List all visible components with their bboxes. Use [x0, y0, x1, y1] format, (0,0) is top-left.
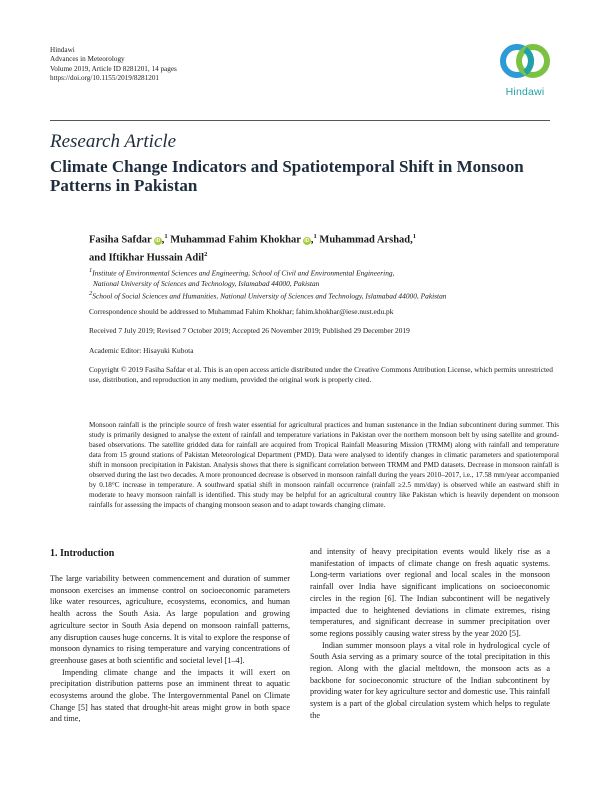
section-heading: 1. Introduction — [50, 548, 115, 559]
author-name: Iftikhar Hussain Adil — [108, 252, 205, 263]
hindawi-logo — [490, 38, 560, 108]
author-and: and — [89, 252, 106, 263]
orcid-icon[interactable]: iD — [155, 237, 161, 244]
paragraph: Impending climate change and the impacts it will exert on precipitation distribution patterns pose an imminent threat to aquatic ecosystems around the globe. The Intergovernmental Panel on Climate Change [5] has stated that drought-hit areas might grow in both space and time, — [50, 667, 290, 724]
author-name: Muhammad Arshad, — [319, 234, 413, 246]
author-name: Fasiha Safdar — [89, 234, 152, 246]
doi-link[interactable]: https://doi.org/10.1155/2019/8281201 — [50, 73, 160, 82]
orcid-icon[interactable]: iD — [304, 237, 310, 244]
affil-marker: 1 — [412, 233, 417, 240]
header-divider — [50, 120, 550, 121]
paragraph: Indian summer monsoon plays a vital role in hydrological cycle of South Asia serving as a primary source of the total precipitation in this region. Along with the glacial meltdown, the monsoon acts as a backbone for socioeconomic structure of the Indian subcontinent by providing water for key agriculture sector and domestic use. This rainfall system is a part of the global circulation system which helps to regulate the — [310, 640, 550, 720]
article-dates: Received 7 July 2019; Revised 7 October 2019; Accepted 26 November 2019; Published 29 December 2019 — [89, 326, 410, 335]
volume-line: Volume 2019, Article ID 8281201, 14 pages — [50, 64, 177, 73]
logo-text: Hindawi — [505, 86, 545, 98]
journal-name: Advances in Meteorology — [50, 55, 125, 64]
publisher-name: Hindawi — [50, 46, 75, 54]
correspondence: Correspondence should be addressed to Muhammad Fahim Khokhar; fahim.khokhar@iese.nust.edu.pk — [89, 307, 394, 316]
affil-marker: 1 — [313, 233, 317, 240]
affiliation-2: $^2$School of Social Sciences and Humanities, National University of Sciences and Technology, Islamabad 44000, Pakistan — [89, 290, 447, 301]
affil-marker: 1 — [164, 233, 168, 240]
body-column-left — [50, 573, 290, 725]
affiliation-1: $^1$Institute of Environmental Sciences and Engineering, School of Civil and Environmental Engineering, National University of Sciences and Technology, Islamabad 44000, Pakistan — [89, 267, 395, 288]
academic-editor: Academic Editor: Hisayuki Kubota — [89, 346, 194, 355]
hindawi-rings-icon — [498, 38, 552, 84]
affil-marker: 2 — [204, 250, 208, 258]
abstract: Monsoon rainfall is the principle source of fresh water essential for agricultural practices and human sustenance in the Indian subcontinent during summer. This study is primarily designed to analyse the extent of rainfall and temperature variations in Pakistan over the northern monsoon belt by using satellite and ground-based observations. The satellite gridded data for rainfall are acquired from Tropical Rainfall Measuring Mission (TRMM) along with rainfall and temperature data from 15 ground stations of Pakistan Meteorological Department (PMD). Data were analysed to identify changes in climatic parameters and spatiotemporal shift in monsoon precipitation in Pakistan. Analysis shows that there is significant correlation between TRMM and PMD datasets. Decrease in monsoon rainfall is observed during the last two decades. A more pronounced decrease is observed in monsoon rainfall during the years 2010–2017, i.e., 17.58 mm/year accompanied by 0.18°C increase in temperature. A southward spatial shift in monsoon rainfall occurrence (rainfall ≥2.5 mm/day) is observed while an eastward shift in moderate to heavy monsoon rainfall is identified. This study may be helpful for an agricultural country like Pakistan which is heavily dependent on monsoon rainfalls for assessing the impacts of changing monsoon season and to adapt towards changing climate. — [89, 421, 559, 510]
paragraph: and intensity of heavy precipitation events would likely rise as a manifestation of impacts of climate change on fresh aquatic systems. Long-term variations over regional and local scales in the monsoon rainfall over India have significant implications on socioeconomic circles in the region [6]. The Indian subcontinent will be negatively impacted due to heightened deviations in climate extremes, rising temperatures, and significant decrease in summer precipitation over some regions possibly causing water stress by the year 2020 [5]. — [310, 547, 550, 638]
body-column-right — [310, 546, 550, 722]
article-type: Research Article — [50, 131, 177, 152]
journal-meta — [50, 46, 177, 83]
affiliations — [89, 266, 559, 302]
copyright-notice: Copyright © 2019 Fasiha Safdar et al. This is an open access article distributed under the Creative Commons Attribution License, which permits unrestricted use, distribution, and reproduction in any medium, provided the original work is properly cited. — [89, 365, 554, 385]
paragraph: The large variability between commencement and duration of summer monsoon exercises an immense control on socioeconomic parameters like water resources, agriculture, ecosystems, economics, and human health across the South Asia. As large population and growing agriculture sector in South Asia depend on monsoon rainfall patterns, any disruption causes huge concerns. It is vital to explore the response of monsoon dynamics to rising temperature and varying concentrations of greenhouse gases at both scientific and societal level [1–4]. — [50, 574, 290, 665]
author-list: Fasiha Safdar iD ,$^1$ Muhammad Fahim Khokhar iD ,$^1$ Muhammad Arshad,$^1$ and Iftikhar Hussain Adil$^2$ — [89, 233, 417, 263]
author-name: Muhammad Fahim Khokhar — [170, 234, 301, 246]
paper-title: Climate Change Indicators and Spatiotemporal Shift in Monsoon Patterns in Pakistan — [50, 157, 524, 195]
